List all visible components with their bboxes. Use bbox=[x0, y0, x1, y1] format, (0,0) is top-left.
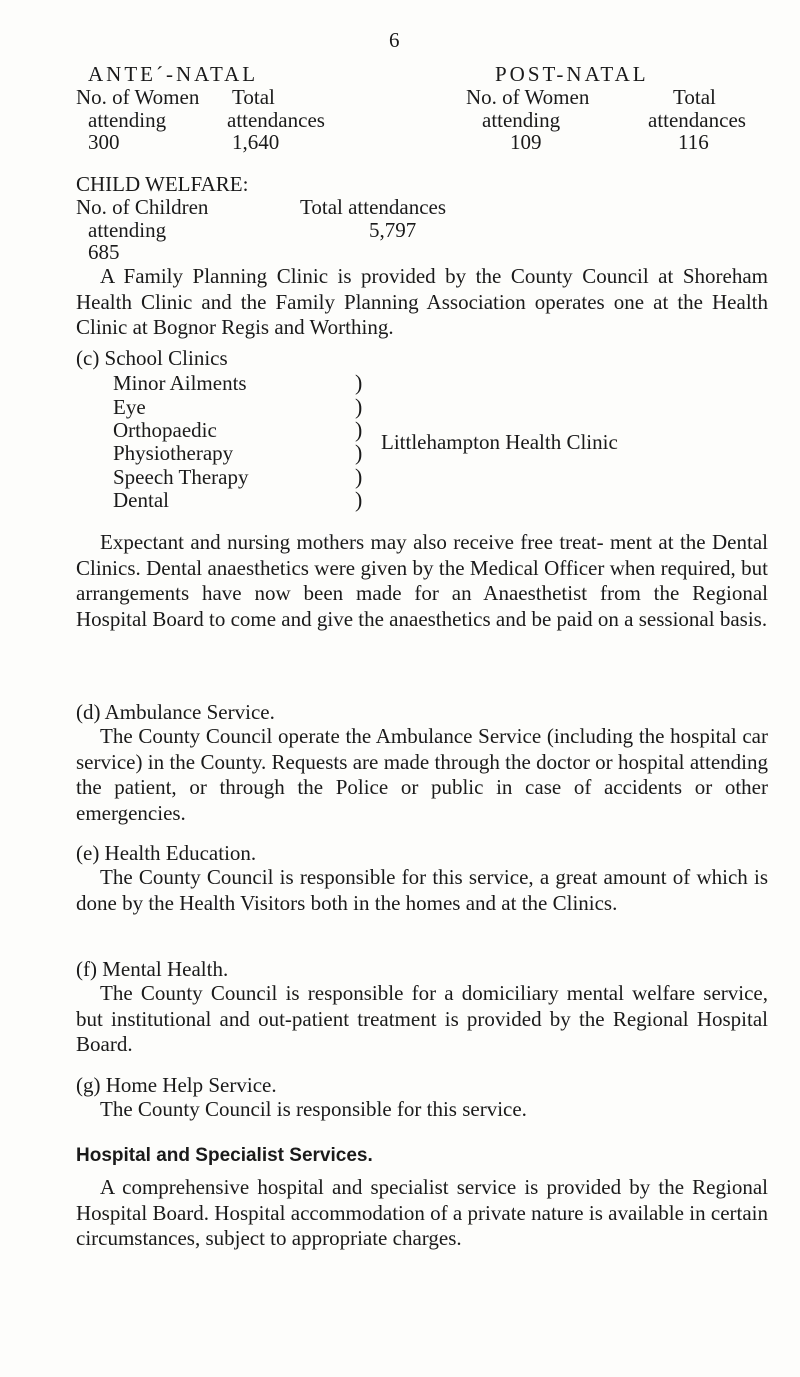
school-clinics-location: Littlehampton Health Clinic bbox=[381, 430, 618, 454]
postnatal-attending-label: attending bbox=[482, 108, 561, 132]
postnatal-heading: POST-NATAL bbox=[495, 62, 649, 86]
brace-mark: ) bbox=[355, 417, 363, 442]
home-help-heading: (g) Home Help Service. bbox=[76, 1073, 277, 1097]
brace-mark: ) bbox=[355, 440, 363, 465]
brace-mark: ) bbox=[355, 487, 363, 512]
ambulance-heading: (d) Ambulance Service. bbox=[76, 700, 275, 724]
child-welfare-attendances-label: Total attendances bbox=[300, 195, 447, 219]
antenatal-total-label: Total bbox=[232, 85, 275, 109]
school-clinics-heading: (c) School Clinics bbox=[76, 346, 228, 370]
home-help-paragraph: The County Council is responsible for this service. bbox=[100, 1097, 527, 1121]
school-clinic-item: Physiotherapy bbox=[113, 441, 234, 465]
brace-mark: ) bbox=[355, 394, 363, 419]
school-clinic-item: Speech Therapy bbox=[113, 465, 249, 489]
hospital-heading: Hospital and Specialist Services. bbox=[76, 1145, 373, 1166]
antenatal-attending-label: attending bbox=[88, 108, 167, 132]
expectant-mothers-paragraph: Expectant and nursing mothers may also receive free treat- ment at the Dental Clinics. Dental anaesthetics were given by the Medical Officer when required, but arrangements have now been made for an Anaesthetist from the Regional Hospital Board to come and give the anaesthetics and be paid on a sessional basis. bbox=[76, 530, 768, 631]
school-clinic-item: Eye bbox=[113, 395, 146, 419]
postnatal-women-value: 109 bbox=[510, 130, 542, 154]
postnatal-total-label: Total bbox=[673, 85, 716, 109]
health-education-heading: (e) Health Education. bbox=[76, 841, 257, 865]
child-welfare-attending-label: attending bbox=[88, 218, 167, 242]
page-number: 6 bbox=[389, 28, 400, 52]
mental-health-paragraph: The County Council is responsible for a domiciliary mental welfare service, but institutional and out-patient treatment is provided by the Regional Hospital Board. bbox=[76, 981, 768, 1056]
antenatal-attendances-label: attendances bbox=[227, 108, 325, 132]
child-welfare-heading: CHILD WELFARE: bbox=[76, 172, 249, 196]
family-planning-paragraph: A Family Planning Clinic is provided by the County Council at Shoreham Health Clinic and the Family Planning Association operates one at the Health Clinic at Bognor Regis and Worthing. bbox=[76, 264, 768, 339]
child-welfare-children-value: 685 bbox=[88, 240, 120, 264]
school-clinic-item: Minor Ailments bbox=[113, 371, 247, 395]
antenatal-heading: ANTE´-NATAL bbox=[88, 62, 259, 86]
mental-health-heading: (f) Mental Health. bbox=[76, 957, 229, 981]
hospital-paragraph: A comprehensive hospital and specialist service is provided by the Regional Hospital Board. Hospital accommodation of a private nature is available in certain circumstances, subject to appropriate charges. bbox=[76, 1175, 768, 1250]
antenatal-women-value: 300 bbox=[88, 130, 120, 154]
school-clinic-item: Dental bbox=[113, 488, 169, 512]
postnatal-attendances-label: attendances bbox=[648, 108, 746, 132]
brace-mark: ) bbox=[355, 464, 363, 489]
child-welfare-children-label: No. of Children bbox=[76, 195, 209, 219]
antenatal-women-label: No. of Women bbox=[76, 85, 200, 109]
antenatal-attendances-value: 1,640 bbox=[232, 130, 280, 154]
postnatal-attendances-value: 116 bbox=[678, 130, 709, 154]
school-clinic-item: Orthopaedic bbox=[113, 418, 217, 442]
ambulance-paragraph: The County Council operate the Ambulance Service (including the hospital car service) in the County. Requests are made through the doctor or hospital attending the patient, or through the Police or public in case of accidents or other emergencies. bbox=[76, 724, 768, 825]
postnatal-women-label: No. of Women bbox=[466, 85, 590, 109]
child-welfare-attendances-value: 5,797 bbox=[369, 218, 417, 242]
health-education-paragraph: The County Council is responsible for this service, a great amount of which is done by the Health Visitors both in the homes and at the Clinics. bbox=[76, 865, 768, 915]
brace-mark: ) bbox=[355, 370, 363, 395]
